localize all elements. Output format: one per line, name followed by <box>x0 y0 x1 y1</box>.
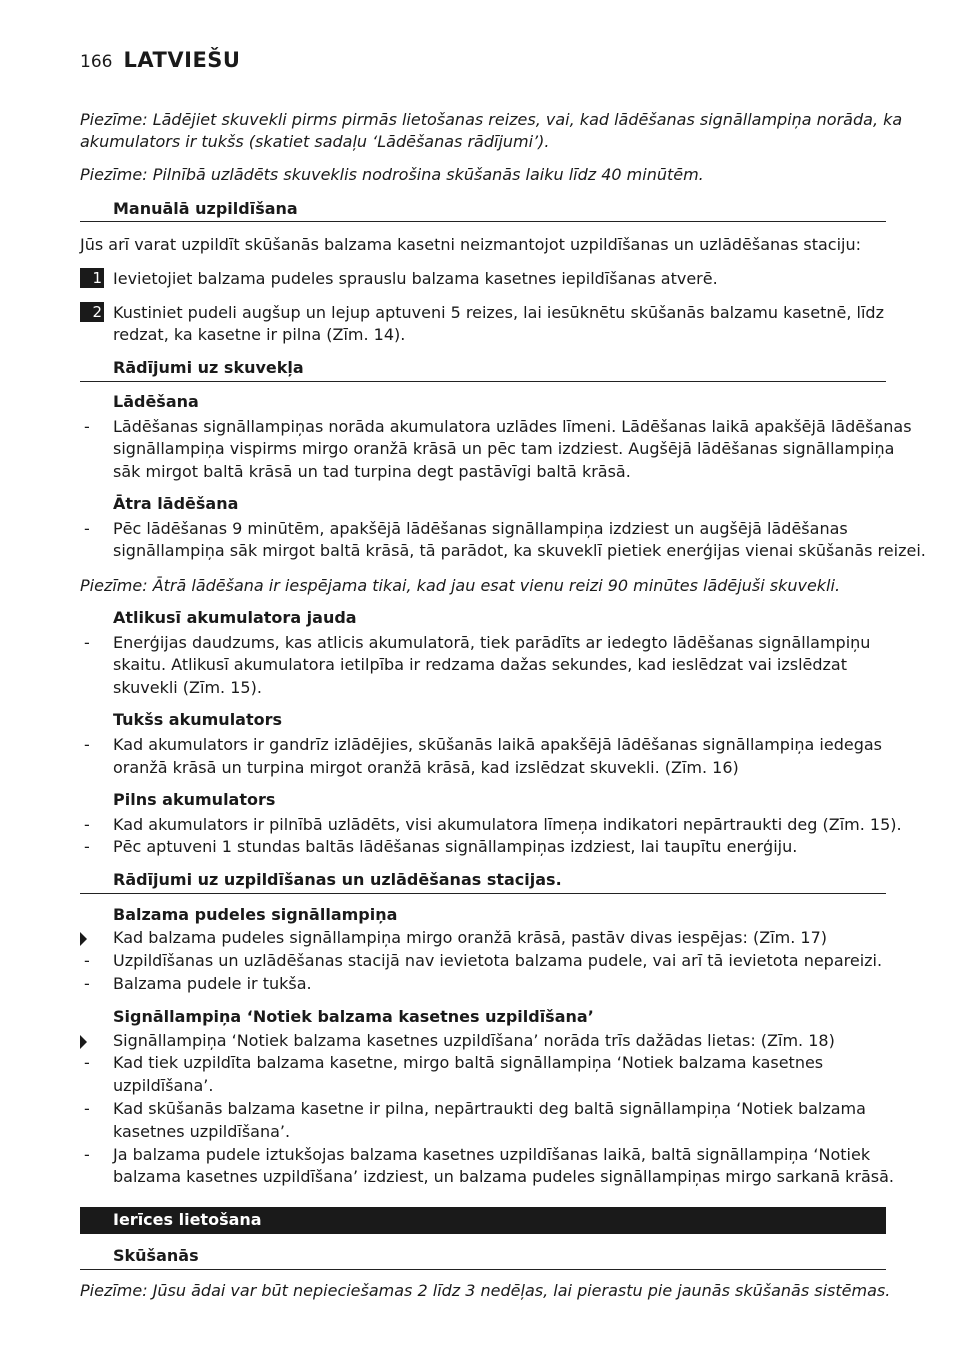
list-item-text: uzpildīšana’. <box>113 1076 214 1095</box>
subsection-heading: Signāllampiņa ‘Notiek balzama kasetnes uzpildīšana’ <box>113 1007 594 1026</box>
list-dash: - <box>84 1099 90 1118</box>
list-dash: - <box>84 974 90 993</box>
note-text: Ātrā lādēšana ir iespējama tikai, kad jau esat vienu reizi 90 minūtes lādējuši skuvekli. <box>147 576 841 595</box>
step-text: Kustiniet pudeli augšup un lejup aptuveni 5 reizes, lai iesūknētu skūšanās balzamu kasetnē, līdz <box>113 303 884 322</box>
list-dash: - <box>84 735 90 754</box>
note-line <box>80 1279 890 1302</box>
chapter-title-bar <box>80 1207 886 1234</box>
bullet-triangle-icon <box>80 1035 87 1049</box>
subsection-heading: Balzama pudeles signāllampiņa <box>113 905 398 924</box>
list-item-text: oranžā krāsā un turpina mirgot oranžā krāsā, kad izslēdzat skuvekli. (Zīm. 16) <box>113 758 739 777</box>
list-item-text: balzama kasetnes uzpildīšana’ izdziest, un balzama pudeles signāllampiņas mirgo sarkanā krāsā. <box>113 1167 895 1186</box>
subsection-heading: Ātra lādēšana <box>113 494 239 513</box>
list-item-text: Lādēšanas signāllampiņas norāda akumulatora uzlādes līmeni. Lādēšanas laikā apakšējā lādēšanas <box>113 417 912 436</box>
list-dash: - <box>84 1053 90 1072</box>
subsection-heading: Pilns akumulators <box>113 790 276 809</box>
note-text: Lādējiet skuvekli pirms pirmās lietošanas reizes, vai, kad lādēšanas signāllampiņa norāda, ka <box>147 110 903 129</box>
list-item-text: skaitu. Atlikusī akumulatora ietilpība ir redzama dažas sekundes, kad ieslēdzat vai izslēdzat <box>113 655 848 674</box>
note-text: Jūsu ādai var būt nepieciešamas 2 līdz 3 nedēļas, lai pierastu pie jaunās skūšanās sistēmas. <box>147 1281 891 1300</box>
page-number: 166 <box>80 52 113 72</box>
note-line <box>80 163 704 186</box>
step-number: 2 <box>80 302 104 322</box>
list-item-text: sāk mirgot baltā krāsā un tad turpina degt pastāvīgi baltā krāsā. <box>113 462 631 481</box>
note-label: Piezīme: <box>80 576 148 595</box>
list-item-text: Kad skūšanās balzama kasetne ir pilna, nepārtraukti deg baltā signāllampiņa ‘Notiek balzama <box>113 1099 866 1118</box>
list-item-text: Ja balzama pudele iztukšojas balzama kasetnes uzpildīšanas laikā, baltā signāllampiņa ‘Notiek <box>113 1145 871 1164</box>
section-divider <box>80 1269 886 1270</box>
subsection-heading: Tukšs akumulators <box>113 710 283 729</box>
section-heading: Skūšanās <box>113 1246 199 1265</box>
list-item-text: Pēc aptuveni 1 stundas baltās lādēšanas signāllampiņas izdziest, lai taupītu enerģiju. <box>113 837 798 856</box>
section-heading: Rādījumi uz skuvekļa <box>113 358 304 377</box>
list-item-text: skuvekli (Zīm. 15). <box>113 678 262 697</box>
bullet-triangle-icon <box>80 932 87 946</box>
list-item-text: Enerģijas daudzums, kas atlicis akumulatorā, tiek parādīts ar iedegto lādēšanas signāllampiņu <box>113 633 871 652</box>
list-dash: - <box>84 1145 90 1164</box>
list-item-text: signāllampiņa vispirms mirgo oranžā krāsā un pēc tam izdziest. Augšējā lādēšanas signāllampiņa <box>113 439 895 458</box>
list-item-text: Balzama pudele ir tukša. <box>113 974 312 993</box>
note-label: Piezīme: <box>80 165 148 184</box>
section-divider <box>80 381 886 382</box>
list-dash: - <box>84 837 90 856</box>
note-label: Piezīme: <box>80 110 148 129</box>
list-item-text: kasetnes uzpildīšana’. <box>113 1122 291 1141</box>
list-item-text: Pēc lādēšanas 9 minūtēm, apakšējā lādēšanas signāllampiņa izdziest un augšējā lādēšanas <box>113 519 848 538</box>
bullet-text: Signāllampiņa ‘Notiek balzama kasetnes uzpildīšana’ norāda trīs dažādas lietas: (Zīm. 18) <box>113 1031 835 1050</box>
list-item-text: Kad tiek uzpildīta balzama kasetne, mirgo baltā signāllampiņa ‘Notiek balzama kasetnes <box>113 1053 824 1072</box>
page-header <box>80 48 240 72</box>
subsection-heading: Lādēšana <box>113 392 199 411</box>
list-dash: - <box>84 417 90 436</box>
note-line: akumulators ir tukšs (skatiet sadaļu ‘Lādēšanas rādījumi’). <box>80 132 550 151</box>
section-divider <box>80 893 886 894</box>
note-line <box>80 108 902 131</box>
list-dash: - <box>84 951 90 970</box>
note-line <box>80 574 840 597</box>
list-dash: - <box>84 633 90 652</box>
list-item-text: Kad akumulators ir gandrīz izlādējies, skūšanās laikā apakšējā lādēšanas signāllampiņa iedegas <box>113 735 883 754</box>
body-text: Jūs arī varat uzpildīt skūšanās balzama kasetni neizmantojot uzpildīšanas un uzlādēšanas staciju: <box>80 235 862 254</box>
language-title: LATVIEŠU <box>123 48 241 72</box>
note-label: Piezīme: <box>80 1281 148 1300</box>
bullet-text: Kad balzama pudeles signāllampiņa mirgo oranžā krāsā, pastāv divas iespējas: (Zīm. 17) <box>113 928 827 947</box>
note-text: Pilnībā uzlādēts skuveklis nodrošina skūšanās laiku līdz 40 minūtēm. <box>147 165 704 184</box>
list-item-text: Kad akumulators ir pilnībā uzlādēts, visi akumulatora līmeņa indikatori nepārtraukti deg (Zīm. 15). <box>113 815 902 834</box>
step-number: 1 <box>80 268 104 288</box>
subsection-heading: Atlikusī akumulatora jauda <box>113 608 357 627</box>
list-item-text: Uzpildīšanas un uzlādēšanas stacijā nav ievietota balzama pudele, vai arī tā ievietota nepareizi. <box>113 951 883 970</box>
list-dash: - <box>84 815 90 834</box>
section-heading: Rādījumi uz uzpildīšanas un uzlādēšanas stacijas. <box>113 870 562 889</box>
section-divider <box>80 221 886 222</box>
step-text: Ievietojiet balzama pudeles sprauslu balzama kasetnes iepildīšanas atverē. <box>113 269 718 288</box>
section-heading: Manuālā uzpildīšana <box>113 199 298 218</box>
list-dash: - <box>84 519 90 538</box>
chapter-title: Ierīces lietošana <box>113 1210 262 1229</box>
step-text: redzat, ka kasetne ir pilna (Zīm. 14). <box>113 325 406 344</box>
list-item-text: signāllampiņa sāk mirgot baltā krāsā, tā parādot, ka skuveklī pietiek enerģijas vienai skūšanās reizei. <box>113 541 926 560</box>
